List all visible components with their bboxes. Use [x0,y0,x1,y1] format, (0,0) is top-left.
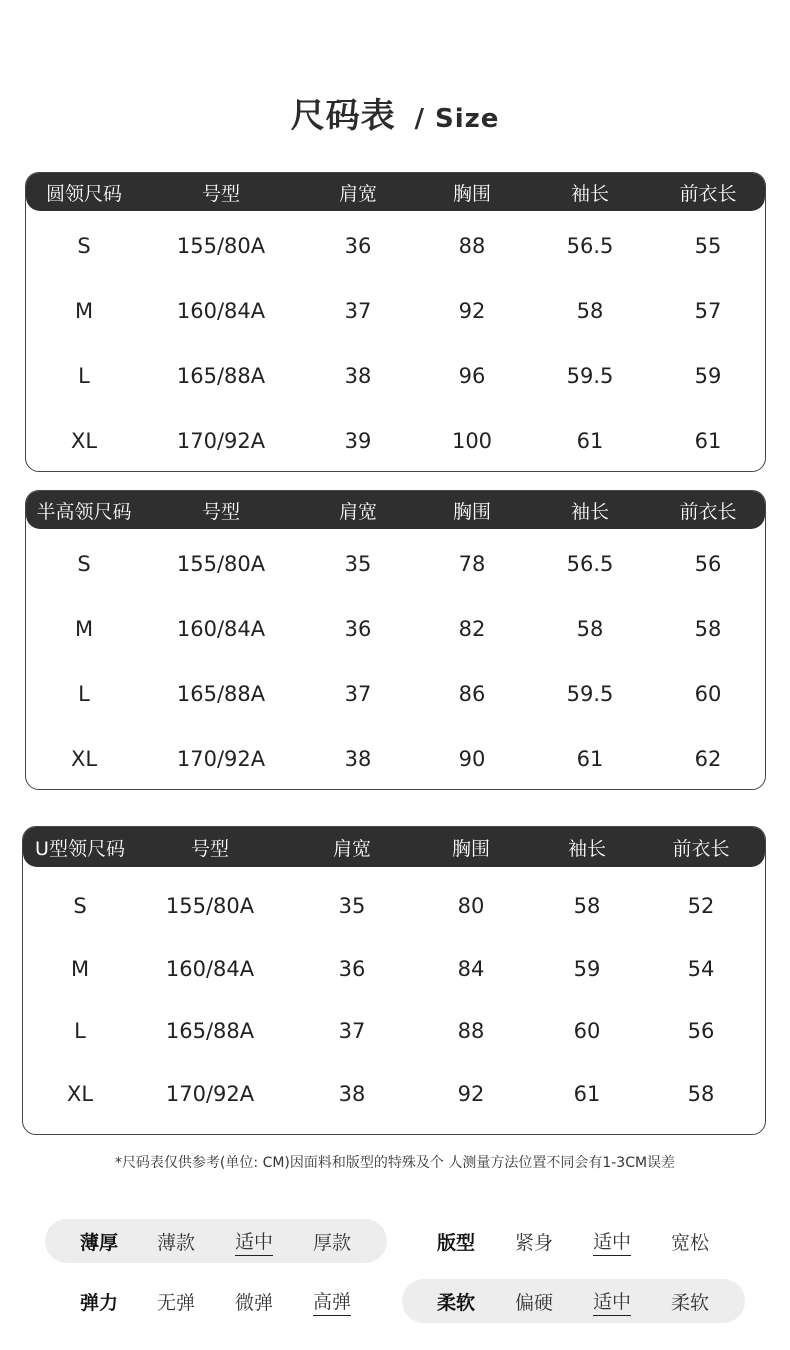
attribute-row [0,1219,790,1263]
table-cell: 52 [687,894,715,919]
size-table [25,172,766,472]
size-label: S [77,233,91,258]
table-cell: 88 [457,1019,485,1044]
size-table [25,490,766,790]
attribute-option: 厚款 [313,1231,352,1254]
table-row [26,408,765,472]
table-row [26,278,765,343]
attribute-option: 无弹 [157,1291,196,1314]
size-note: *尺码表仅供参考(单位: CM)因面料和版型的特殊及个 人测量方法位置不同会有1-3CM误差 [114,1155,676,1171]
table-cell: 58 [687,1081,715,1106]
table-cell: 54 [687,956,715,981]
table-cell: 58 [694,616,722,641]
table-cell: 88 [458,233,486,258]
table-cell: 36 [344,616,372,641]
column-header: 肩宽 [338,182,377,205]
attribute-option: 薄款 [157,1231,196,1254]
size-label: S [73,894,87,919]
table-cell: 38 [344,746,372,771]
title-main: 尺码表 [290,96,396,136]
table-cell: 35 [344,551,372,576]
table-cell: 38 [338,1081,366,1106]
size-table [22,826,766,1135]
table-cell: 160/84A [176,616,266,641]
table-cell: 38 [344,363,372,388]
table-cell: 61 [573,1081,601,1106]
table-cell: 92 [457,1081,485,1106]
column-header: 袖长 [570,500,609,523]
table-cell: 35 [338,894,366,919]
table-row [23,875,765,938]
table-cell: 39 [344,428,372,453]
column-header: 肩宽 [332,837,371,860]
table-cell: 155/80A [165,894,255,919]
attribute-row [0,1279,790,1323]
column-header: 前衣长 [672,837,730,860]
table-cell: 170/92A [176,428,266,453]
column-header: 肩宽 [338,500,377,523]
table-cell: 96 [458,363,486,388]
table-cell: 60 [573,1019,601,1044]
size-label: M [74,616,94,641]
table-cell: 37 [344,298,372,323]
table-row [23,1000,765,1063]
table-cell: 56 [694,551,722,576]
table-cell: 82 [458,616,486,641]
attribute-label: 弹力 [80,1291,119,1314]
table-cell: 58 [573,894,601,919]
table-name: U型领尺码 [35,837,125,860]
table-cell: 37 [338,1019,366,1044]
column-header: 袖长 [567,837,606,860]
table-cell: 165/88A [176,681,266,706]
table-cell: 57 [694,298,722,323]
table-cell: 170/92A [165,1081,255,1106]
table-name: 圆领尺码 [45,182,122,205]
table-row [26,661,765,726]
column-header: 号型 [201,182,240,205]
table-cell: 86 [458,681,486,706]
table-cell: 58 [576,616,604,641]
table-row [23,1063,765,1126]
table-cell: 155/80A [176,551,266,576]
size-label: S [77,551,91,576]
attribute-option-selected: 适中 [235,1227,273,1256]
attribute-option: 柔软 [671,1291,710,1314]
table-cell: 160/84A [176,298,266,323]
attribute-label: 薄厚 [80,1231,119,1254]
table-header [26,491,765,529]
table-name: 半高领尺码 [36,500,132,523]
column-header: 胸围 [451,837,490,860]
size-label: XL [70,428,98,453]
column-header: 号型 [201,500,240,523]
table-cell: 59.5 [566,363,614,388]
column-header: 前衣长 [679,500,737,523]
column-header: 胸围 [452,500,491,523]
table-cell: 56 [687,1019,715,1044]
attribute-option: 微弹 [235,1291,274,1314]
column-header: 胸围 [452,182,491,205]
table-cell: 55 [694,233,722,258]
table-row [26,343,765,408]
attribute-option-selected: 适中 [593,1287,631,1316]
size-label: M [70,956,90,981]
size-label: XL [66,1081,94,1106]
table-row [26,596,765,661]
size-label: L [78,681,90,706]
column-header: 袖长 [570,182,609,205]
page-title [0,88,790,137]
table-row [26,531,765,596]
table-cell: 62 [694,746,722,771]
column-header: 前衣长 [679,182,737,205]
attribute-option: 宽松 [671,1231,710,1254]
size-label: L [74,1019,86,1044]
table-cell: 56.5 [566,551,614,576]
table-row [26,213,765,278]
table-cell: 170/92A [176,746,266,771]
table-cell: 90 [458,746,486,771]
table-cell: 59.5 [566,681,614,706]
size-label: M [74,298,94,323]
table-cell: 61 [576,428,604,453]
table-cell: 59 [573,956,601,981]
table-header [26,173,765,211]
column-header: 号型 [190,837,229,860]
table-cell: 36 [338,956,366,981]
table-cell: 56.5 [566,233,614,258]
table-cell: 92 [458,298,486,323]
attribute-option: 偏硬 [515,1291,554,1314]
table-cell: 60 [694,681,722,706]
table-cell: 61 [576,746,604,771]
table-cell: 80 [457,894,485,919]
table-cell: 160/84A [165,956,255,981]
table-cell: 155/80A [176,233,266,258]
table-cell: 37 [344,681,372,706]
attribute-option: 紧身 [515,1231,554,1254]
table-cell: 165/88A [176,363,266,388]
attribute-label: 版型 [437,1231,476,1254]
table-cell: 84 [457,956,485,981]
table-cell: 61 [694,428,722,453]
attribute-option-selected: 适中 [593,1227,631,1256]
table-cell: 36 [344,233,372,258]
size-label: XL [70,746,98,771]
table-header [23,827,765,867]
size-label: L [78,363,90,388]
table-cell: 100 [451,428,493,453]
table-cell: 165/88A [165,1019,255,1044]
table-row [23,938,765,1001]
attribute-label: 柔软 [437,1291,476,1314]
title-sub: / Size [414,104,500,134]
attribute-option-selected: 高弹 [313,1287,351,1316]
table-cell: 78 [458,551,486,576]
table-cell: 59 [694,363,722,388]
table-cell: 58 [576,298,604,323]
table-row [26,726,765,790]
